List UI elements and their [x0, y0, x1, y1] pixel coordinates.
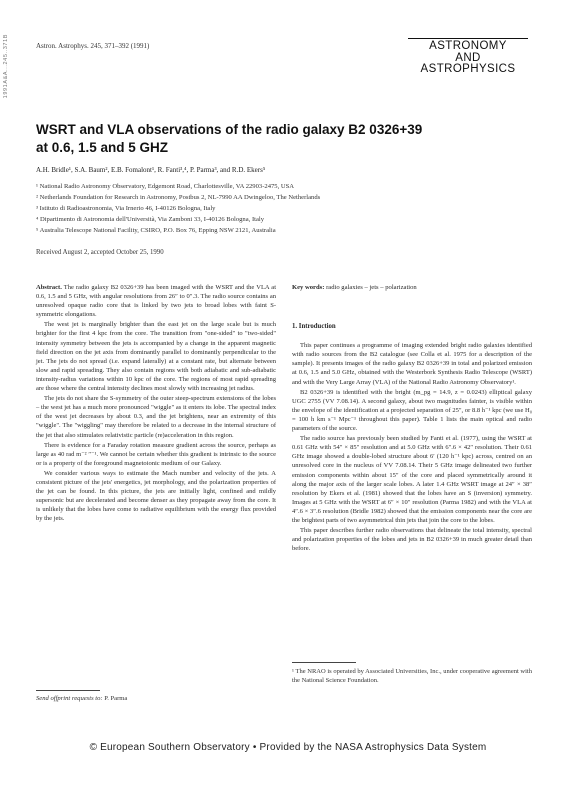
abstract-paragraph: We consider various ways to estimate the Mach number and velocity of the jets. A consistent picture of the jets' energetics, jet morphology, and the polarization properties of the jet can be found. In this picture, the jets are initially light, confined and mildly supersonic but are decelerated and become denser as they propagate away from the core. It is unlikely that the lobes have come to radiative equilibrium with the energy flux provided by the jets. [36, 469, 276, 523]
journal-logo-line1: ASTRONOMY [429, 40, 507, 52]
keywords [292, 283, 532, 292]
affiliations [36, 181, 536, 236]
affiliation-item: ⁴ Dipartimento di Astronomia dell'Università, Via Zamboni 33, I-40126 Bologna, Italy [36, 216, 265, 223]
keywords-text: radio galaxies – jets – polarization [326, 284, 417, 291]
journal-logo-line3: ASTROPHYSICS [420, 63, 516, 75]
keywords-label: Key words: [292, 284, 325, 291]
abstract-paragraph [36, 283, 276, 319]
abstract-label: Abstract. [36, 284, 62, 291]
left-column [36, 283, 276, 523]
paper-title-line2: at 0.6, 1.5 and 5 GHZ [36, 140, 169, 155]
page-footer: © European Southern Observatory • Provided by the NASA Astrophysics Data System [89, 742, 487, 753]
section-heading: 1. Introduction [292, 323, 336, 331]
affiliation-item: ³ Istituto di Radioastronomia, Via Irnerio 46, I-40126 Bologna, Italy [36, 205, 216, 212]
abstract-text: The radio galaxy B2 0326+39 has been imaged with the WSRT and the VLA at 0.6, 1.5 and 5 GHz, with angular resolutions from 26″ to 0″.3. The radio source contains an unresolved opaque radio core that is linked by two jets to broad lobes with faint S-symmetric elongations. [36, 284, 277, 319]
paper-title-line1: WSRT and VLA observations of the radio galaxy B2 0326+39 [36, 122, 423, 137]
author-list: A.H. Bridle¹, S.A. Baum², E.B. Fomalont¹, R. Fanti³,⁴, P. Parma³, and R.D. Ekers⁵ [36, 166, 266, 174]
paper-title [36, 121, 516, 157]
intro-paragraph: This paper describes further radio observations that delineate the total intensity, spectral and polarization properties of the lobes and jets in B2 0326+39 in much greater detail than before. [292, 527, 532, 553]
journal-logo [402, 37, 534, 76]
affiliation-item: ⁵ Australia Telescope National Facility, CSIRO, P.O. Box 76, Epping NSW 2121, Australia [36, 227, 276, 234]
footnote [292, 662, 532, 685]
offprint-name: P. Parma [104, 695, 128, 702]
abstract-paragraph: The west jet is marginally brighter than the east jet on the large scale but is much brighter for the first 4 kpc from the core. The transition from "one-sided" to "two-sided" intensity symmetry between the jets is accompanied by a change in the apparent magnetic field direction on the jet axis from dominantly parallel to dominantly perpendicular to the jet. The jets do not spread (i.e. expand laterally) at a constant rate, but alternate between slow and rapid spreading. They also contain regions with both adiabatic and sub-adiabatic intensity-radius variations within 10 kpc of the core. The regions of most rapid spreading are those where the central intensity declines most slowly with increasing jet radius. [36, 321, 276, 393]
affiliation-item: ¹ National Radio Astronomy Observatory, Edgemont Road, Charlottesville, VA 22903-2475, USA [36, 183, 295, 190]
intro-paragraph: B2 0326+39 is identified with the bright (m_pg = 14.9, z = 0.0243) elliptical galaxy UGC 2755 (VV 7.08.14). A second galaxy, about two magnitudes fainter, is visible within the envelope of the identification at a projected separation of 25″, or 8.8 h⁻¹ kpc (we use H₀ = 100 h km s⁻¹ Mpc⁻¹ throughout this paper). Table 1 lists the main optical and radio parameters of the source. [292, 388, 532, 433]
affiliation-item: ² Netherlands Foundation for Research in Astronomy, Postbus 2, NL-7990 AA Dwingeloo, The Netherlands [36, 194, 321, 201]
bibcode-margin: 1991A&A...245..371B [3, 34, 9, 99]
offprint-label: Send offprint requests to: [36, 695, 103, 702]
received-dates: Received August 2, accepted October 25, 1990 [36, 249, 164, 256]
intro-paragraph: The radio source has previously been studied by Fanti et al. (1977), using the WSRT at 0.61 GHz with 54″ × 85″ resolution and at 5.0 GHz with 6″.6 × 42″ resolution. Their 0.61 GHz image showed a double-lobed structure about 6′ (120 h⁻¹ kpc) across, centred on an unresolved core in the nucleus of VV 7.08.14. Their 5 GHz image delineated two further emission components within about 15″ of the core and placed symmetrically around it along the major axis of the larger scale lobes. A later 1.4 GHz WSRT image at 24″ × 38″ resolution by Ekers et al. (1981) showed that the lobes have an S (inversion) symmetry. Images at 5 GHz with the WSRT at 6″ × 10″ resolution (Parma 1982) and with the VLA at 4″.6 × 3″.6 resolution (Bridle 1982) showed that the emission components near the core are the brightest parts of two asymmetrical thin jets that join the core to the lobes. [292, 435, 532, 524]
journal-logo-line2: AND [455, 51, 481, 64]
abstract-paragraph: The jets do not share the S-symmetry of the outer steep-spectrum extensions of the lobes – the west jet has a much more pronounced "wiggle" as it enters its lobe. The spectral index of the west jet decreases by about 0.3, and the jet brightens, near an extremity of this "wiggle". The "wiggling" may therefore be related to a decrease in the internal structure of the jet that also stimulates relativistic particle (re)acceleration in this region. [36, 395, 276, 439]
journal-citation: Astron. Astrophys. 245, 371–392 (1991) [36, 42, 150, 50]
right-column [292, 283, 532, 553]
intro-paragraph: This paper continues a programme of imaging extended bright radio galaxies identified with radio sources from the B2 catalogue (see Colla et al. 1975 for a description of the sample). It presents images of the radio galaxy B2 0326+39 in total and polarized emission at 0.6, 1.5 and 5.0 GHz, obtained with the Westerbork Synthesis Radio Telescope (WSRT) and with the Very Large Array (VLA) of the National Radio Astronomy Observatory¹. [292, 342, 532, 386]
abstract-paragraph: There is evidence for a Faraday rotation measure gradient across the source, perhaps as large as 40 rad m⁻² ″⁻¹. We cannot be certain whether this gradient is intrinsic to the source or is a property of the foreground magnetoionic medium of our Galaxy. [36, 441, 276, 467]
offprint-note [36, 690, 276, 702]
footnote-text: ¹ The NRAO is operated by Associated Universities, Inc., under cooperative agreement with the National Science Foundation. [292, 668, 532, 684]
